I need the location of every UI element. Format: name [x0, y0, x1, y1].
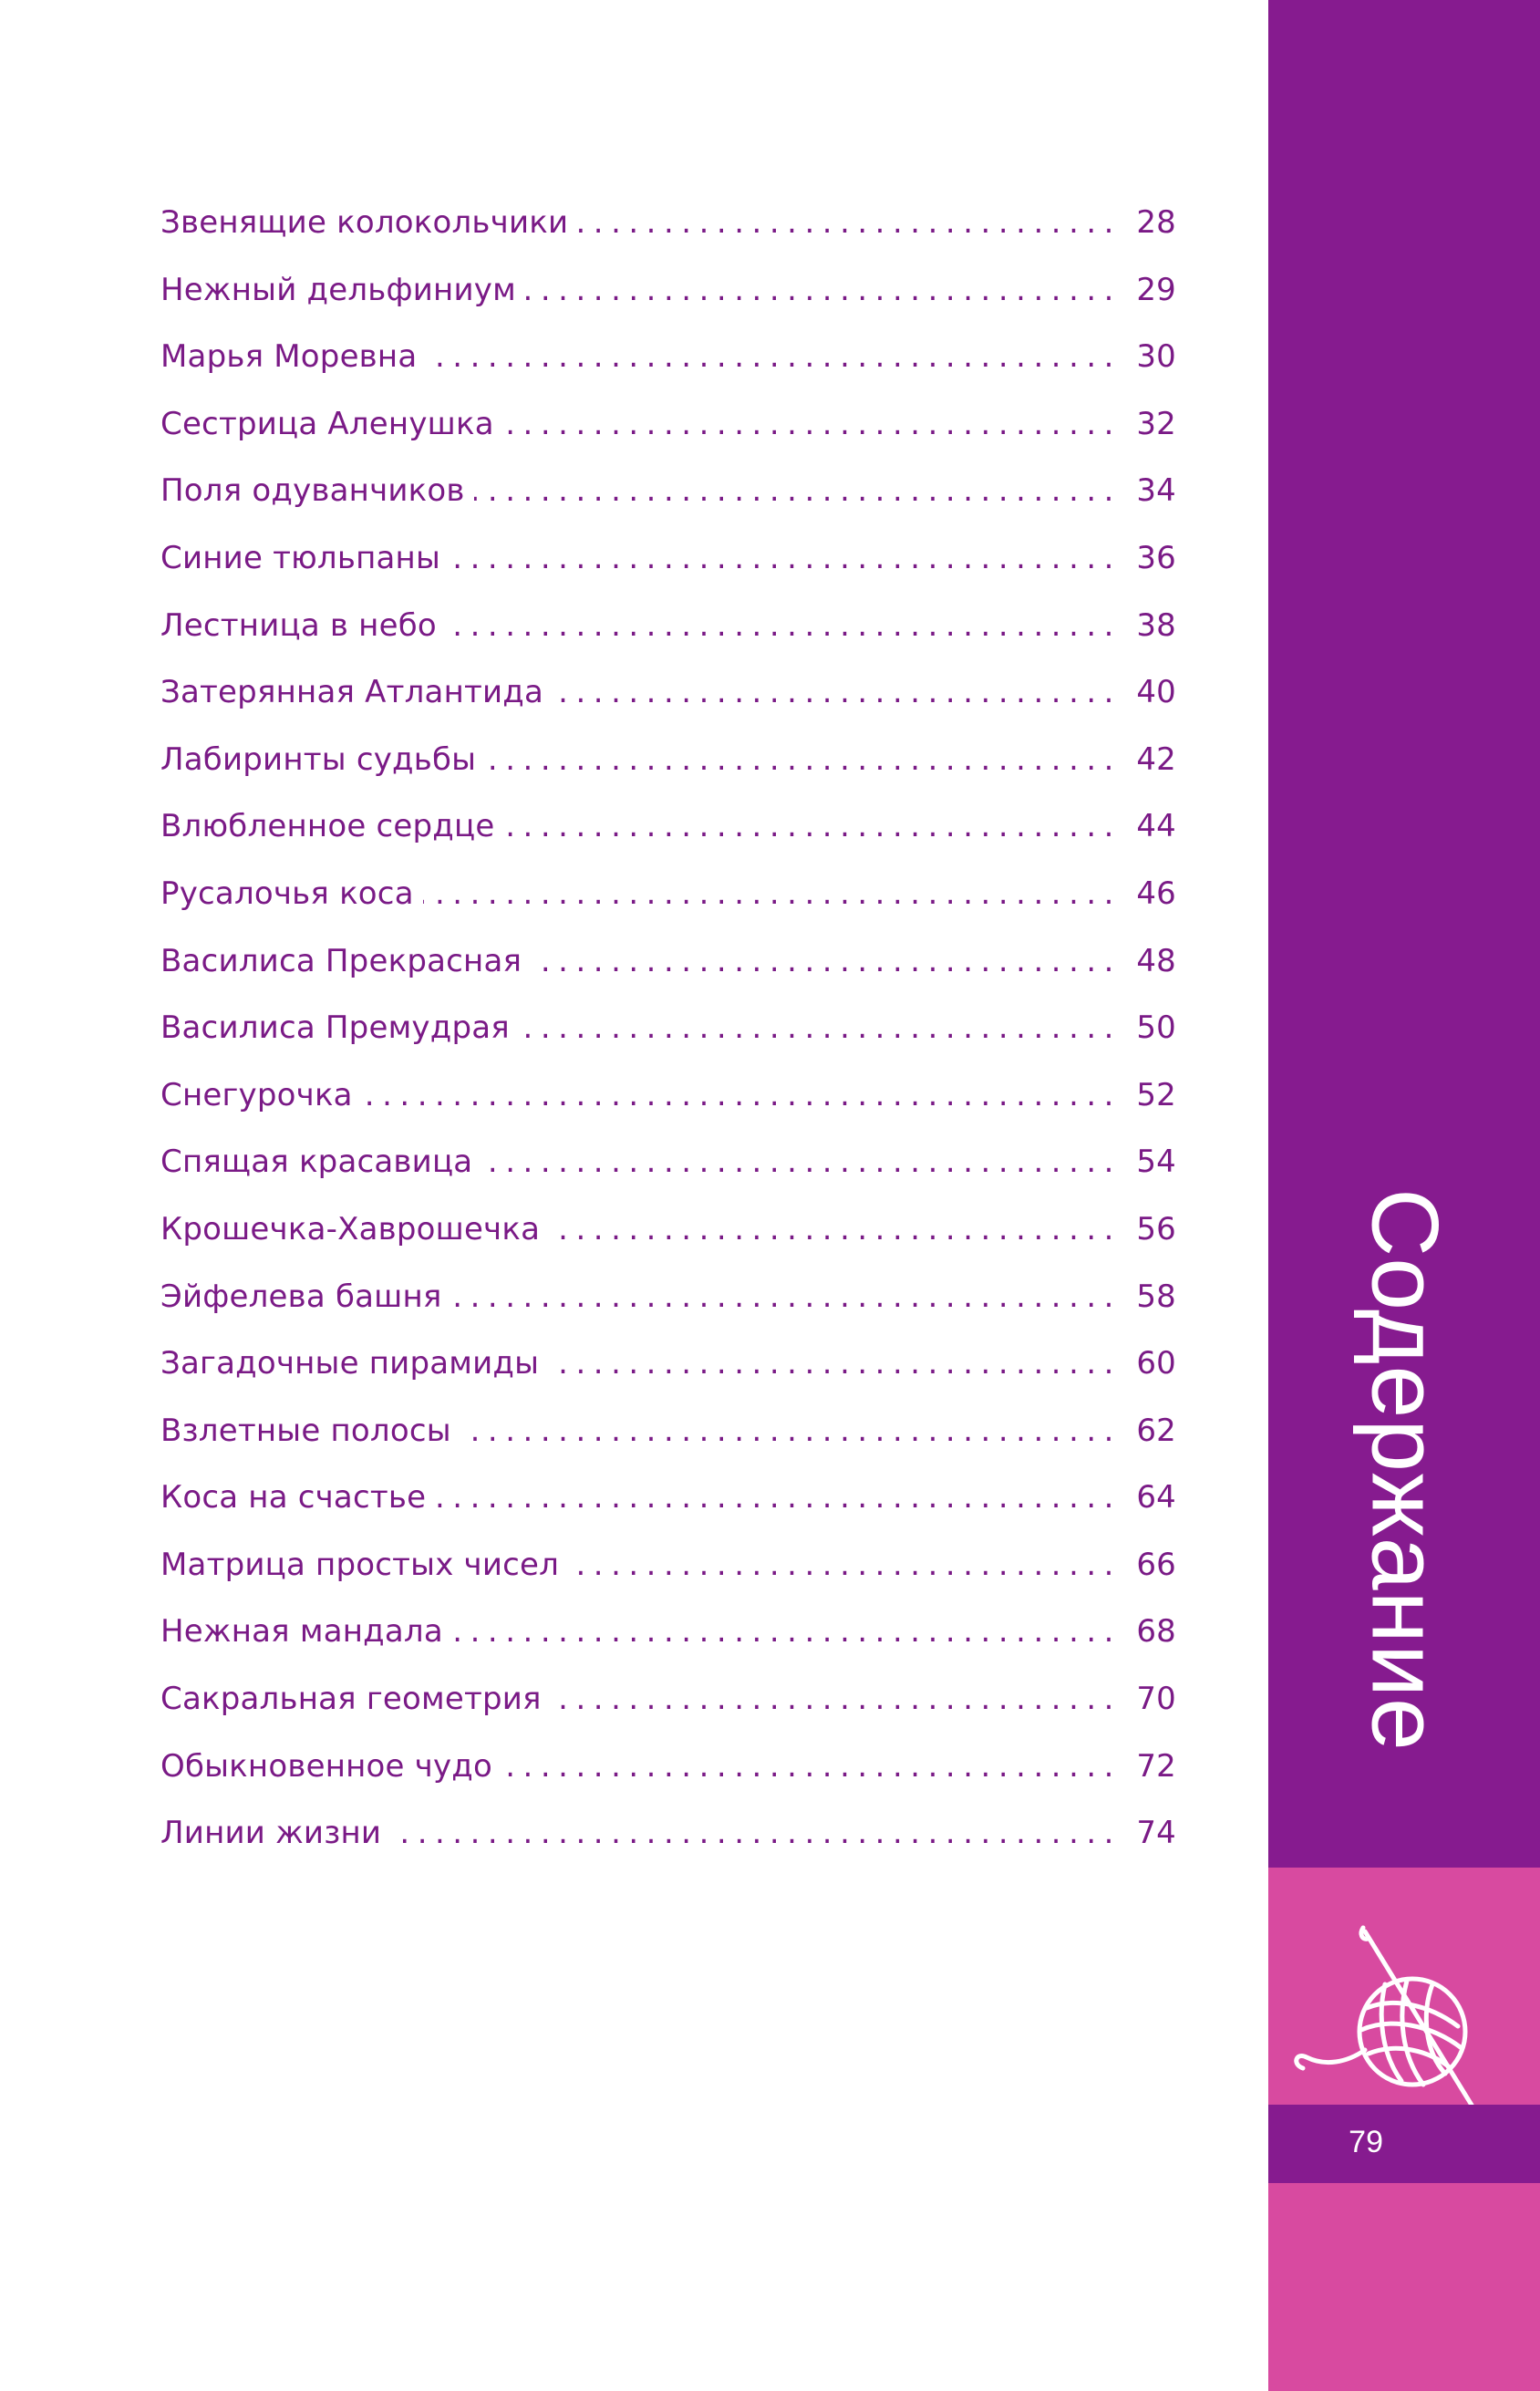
toc-entry[interactable] — [160, 540, 1176, 607]
toc-entry-page: 36 — [1136, 539, 1176, 576]
toc-leader-dots — [531, 943, 1121, 979]
toc-entry-title: Влюбленное сердце — [160, 808, 495, 845]
toc-entry-title: Звенящие колокольчики — [160, 204, 569, 241]
section-sidebar — [1268, 0, 1540, 2391]
sidebar-bottom-band — [1268, 2183, 1540, 2391]
toc-entry[interactable] — [160, 1479, 1176, 1547]
toc-entry-title: Марья Моревна — [160, 338, 418, 376]
toc-entry[interactable] — [160, 674, 1176, 741]
toc-entry-title: Загадочные пирамиды — [160, 1345, 540, 1382]
toc-entry-title: Матрица простых чисел — [160, 1546, 560, 1583]
toc-entry-page: 74 — [1136, 1815, 1176, 1852]
page-number-band — [1268, 2105, 1540, 2183]
toc-entry-page: 54 — [1136, 1144, 1176, 1181]
sidebar-title-band — [1268, 0, 1540, 1868]
toc-leader-dots — [474, 472, 1121, 509]
toc-leader-dots — [460, 1413, 1121, 1449]
toc-entry[interactable] — [160, 1345, 1176, 1413]
table-of-contents — [160, 204, 1176, 1882]
toc-leader-dots — [503, 406, 1121, 442]
toc-entry-title: Затерянная Атлантида — [160, 674, 544, 711]
toc-entry[interactable] — [160, 1748, 1176, 1816]
toc-entry[interactable] — [160, 1278, 1176, 1346]
toc-entry[interactable] — [160, 204, 1176, 272]
toc-leader-dots — [481, 1144, 1121, 1180]
toc-leader-dots — [577, 204, 1121, 241]
section-title: Содержание — [1351, 1188, 1458, 1752]
toc-leader-dots — [423, 875, 1121, 912]
toc-entry[interactable] — [160, 875, 1176, 943]
toc-entry[interactable] — [160, 1413, 1176, 1480]
toc-entry-page: 60 — [1136, 1345, 1176, 1382]
toc-entry-page: 66 — [1136, 1546, 1176, 1583]
toc-leader-dots — [362, 1077, 1121, 1113]
toc-leader-dots — [435, 1479, 1121, 1516]
toc-leader-dots — [503, 808, 1121, 844]
toc-leader-dots — [451, 1278, 1121, 1315]
toc-entry-title: Сакральная геометрия — [160, 1681, 542, 1718]
toc-entry-page: 72 — [1136, 1747, 1176, 1785]
toc-leader-dots — [450, 540, 1121, 576]
toc-entry-page: 42 — [1136, 740, 1176, 778]
toc-entry-title: Снегурочка — [160, 1076, 353, 1113]
toc-leader-dots — [551, 1681, 1121, 1717]
toc-leader-dots — [553, 674, 1121, 710]
toc-leader-dots — [485, 741, 1121, 778]
toc-entry-title: Синие тюльпаны — [160, 539, 441, 576]
toc-entry-title: Взлетные полосы — [160, 1412, 451, 1449]
toc-entry[interactable] — [160, 607, 1176, 675]
toc-entry[interactable] — [160, 1009, 1176, 1077]
toc-entry-title: Сестрица Аленушка — [160, 405, 494, 442]
toc-leader-dots — [426, 338, 1121, 375]
toc-entry[interactable] — [160, 943, 1176, 1010]
toc-entry-title: Василиса Премудрая — [160, 1009, 510, 1047]
toc-entry-page: 68 — [1136, 1613, 1176, 1651]
toc-entry-page: 46 — [1136, 875, 1176, 912]
toc-entry-page: 44 — [1136, 808, 1176, 845]
toc-entry[interactable] — [160, 1211, 1176, 1278]
toc-entry-title: Нежный дельфиниум — [160, 271, 516, 308]
toc-entry[interactable] — [160, 472, 1176, 540]
toc-entry-page: 52 — [1136, 1076, 1176, 1113]
toc-entry[interactable] — [160, 406, 1176, 473]
toc-entry-page: 58 — [1136, 1278, 1176, 1315]
page-number: 79 — [1349, 2125, 1383, 2159]
toc-entry-title: Лабиринты судьбы — [160, 740, 477, 778]
toc-entry[interactable] — [160, 741, 1176, 809]
toc-entry-page: 34 — [1136, 472, 1176, 510]
toc-leader-dots — [525, 272, 1121, 308]
toc-entry-title: Поля одуванчиков — [160, 472, 465, 510]
toc-entry[interactable] — [160, 1613, 1176, 1681]
toc-entry-title: Коса на счастье — [160, 1479, 427, 1516]
toc-entry-title: Лестница в небо — [160, 606, 437, 644]
toc-entry-page: 32 — [1136, 405, 1176, 442]
toc-leader-dots — [446, 607, 1121, 644]
toc-entry-page: 64 — [1136, 1479, 1176, 1516]
toc-leader-dots — [548, 1345, 1121, 1382]
toc-entry-title: Спящая красавица — [160, 1144, 473, 1181]
toc-entry-title: Нежная мандала — [160, 1613, 443, 1651]
toc-entry-title: Русалочья коса — [160, 875, 414, 912]
toc-entry-page: 70 — [1136, 1681, 1176, 1718]
toc-leader-dots — [501, 1748, 1121, 1785]
toc-leader-dots — [390, 1815, 1121, 1851]
toc-entry-page: 50 — [1136, 1009, 1176, 1047]
toc-leader-dots — [452, 1613, 1121, 1650]
toc-entry[interactable] — [160, 1681, 1176, 1748]
toc-entry-page: 38 — [1136, 606, 1176, 644]
toc-entry-title: Линии жизни — [160, 1815, 382, 1852]
toc-entry-title: Василиса Прекрасная — [160, 942, 522, 979]
toc-leader-dots — [519, 1009, 1121, 1046]
toc-entry[interactable] — [160, 1144, 1176, 1211]
toc-entry-page: 62 — [1136, 1412, 1176, 1449]
toc-entry[interactable] — [160, 272, 1176, 339]
toc-entry-title: Обыкновенное чудо — [160, 1747, 493, 1785]
toc-entry[interactable] — [160, 1815, 1176, 1882]
toc-entry-page: 56 — [1136, 1210, 1176, 1247]
toc-entry[interactable] — [160, 1077, 1176, 1144]
toc-entry[interactable] — [160, 808, 1176, 875]
toc-entry-page: 30 — [1136, 338, 1176, 376]
toc-leader-dots — [549, 1211, 1121, 1247]
toc-entry-title: Крошечка-Хаврошечка — [160, 1210, 541, 1247]
toc-entry-page: 29 — [1136, 271, 1176, 308]
toc-entry-title: Эйфелева башня — [160, 1278, 442, 1315]
toc-leader-dots — [568, 1547, 1121, 1583]
toc-entry-page: 48 — [1136, 942, 1176, 979]
toc-entry[interactable] — [160, 338, 1176, 406]
sidebar-emblem-band — [1268, 1868, 1540, 2105]
yarn-ball-crochet-hook-icon — [1283, 1920, 1529, 2119]
toc-entry-page: 40 — [1136, 674, 1176, 711]
toc-entry-page: 28 — [1136, 204, 1176, 241]
toc-entry[interactable] — [160, 1547, 1176, 1614]
